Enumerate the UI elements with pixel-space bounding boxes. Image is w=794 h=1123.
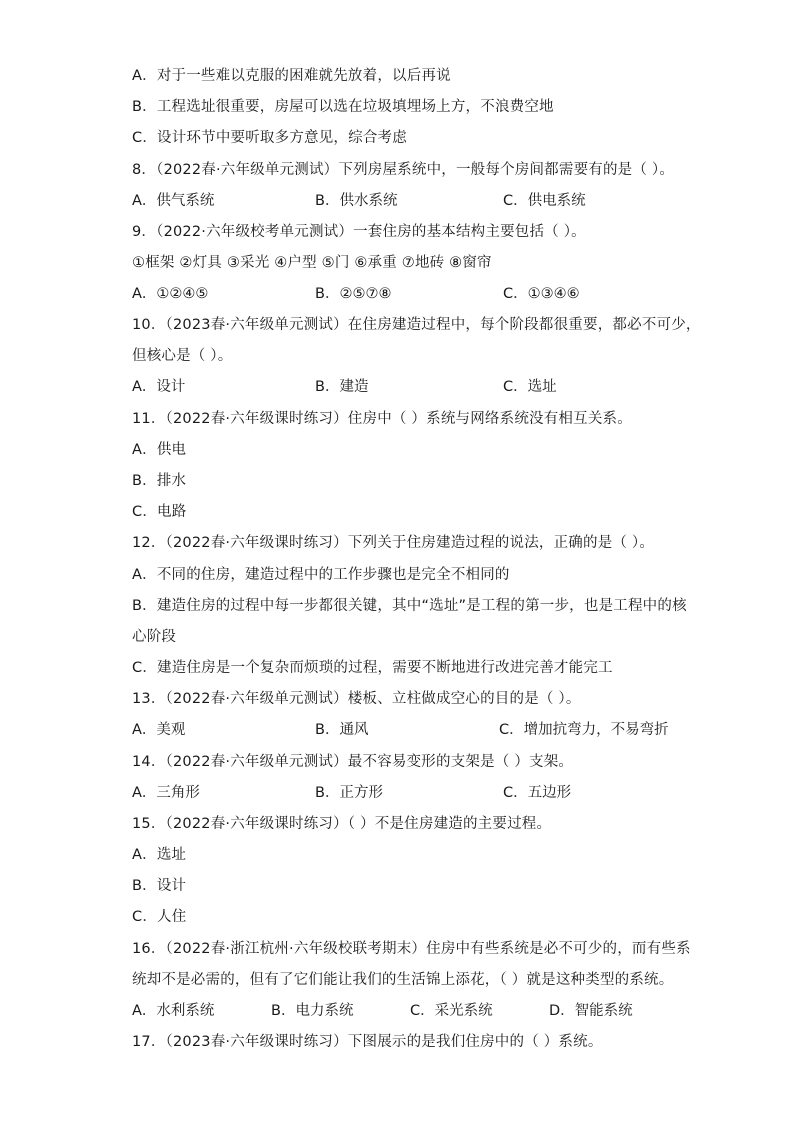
- q11-option-c: C．电路: [132, 504, 187, 520]
- q14-option-b: B．正方形: [315, 785, 383, 801]
- q8-option-b: B．供水系统: [315, 193, 398, 209]
- q15-option-b: B．设计: [132, 878, 187, 894]
- q16-option-a: A．水利系统: [132, 1003, 215, 1019]
- q7-option-a: A．对于一些难以克服的困难就先放着，以后再说: [132, 68, 451, 84]
- q12-option-c: C．建造住房是一个复杂而烦琐的过程，需要不断地进行改进完善才能完工: [132, 660, 613, 676]
- q15-option-c: C．人住: [132, 909, 187, 925]
- q9-option-c: C．①③④⑥: [503, 286, 580, 302]
- q11-option-a: A．供电: [132, 442, 187, 458]
- q13-option-a: A．美观: [132, 722, 186, 738]
- q15-stem: 15．（2022春·六年级课时练习）（ ）不是住房建造的主要过程。: [132, 816, 552, 832]
- q7-option-c: C．设计环节中要听取多方意见，综合考虑: [132, 130, 407, 146]
- q9-option-b: B．②⑤⑦⑧: [315, 286, 392, 302]
- q14-option-a: A．三角形: [132, 785, 200, 801]
- q10-option-c: C．选址: [503, 379, 557, 395]
- q8-option-a: A．供气系统: [132, 193, 215, 209]
- q10-option-b: B．建造: [315, 379, 369, 395]
- q13-option-c: C．增加抗弯力，不易弯折: [499, 722, 669, 738]
- q10-stem-line2: 但核心是（ ）。: [132, 348, 233, 364]
- q14-option-c: C．五边形: [503, 785, 572, 801]
- q8-option-c: C．供电系统: [503, 193, 586, 209]
- q13-stem: 13．（2022春·六年级单元测试）楼板、立柱做成空心的目的是（ ）。: [132, 691, 581, 707]
- q15-option-a: A．选址: [132, 847, 187, 863]
- q14-stem: 14．（2022春·六年级单元测试）最不容易变形的支架是（ ）支架。: [132, 754, 574, 770]
- q10-option-a: A．设计: [132, 379, 186, 395]
- q8-stem: 8．（2022春·六年级单元测试）下列房屋系统中，一般每个房间都需要有的是（ ）。: [132, 162, 675, 178]
- q12-option-b-line1: B．建造住房的过程中每一步都很关键，其中“选址”是工程的第一步，也是工程中的核: [132, 598, 687, 614]
- q11-option-b: B．排水: [132, 473, 187, 489]
- q12-stem: 12．（2022春·六年级课时练习）下列关于住房建造过程的说法，正确的是（ ）。: [132, 535, 655, 551]
- q12-option-a: A．不同的住房，建造过程中的工作步骤也是完全不相同的: [132, 567, 510, 583]
- q17-stem: 17．（2023春·六年级课时练习）下图展示的是我们住房中的（ ）系统。: [132, 1034, 603, 1050]
- q16-option-b: B．电力系统: [271, 1003, 354, 1019]
- q16-option-c: C．采光系统: [410, 1003, 493, 1019]
- q9-option-a: A．①②④⑤: [132, 286, 209, 302]
- q11-stem: 11．（2022春·六年级课时练习）住房中（ ）系统与网络系统没有相互关系。: [132, 411, 632, 427]
- q16-stem-line1: 16．（2022春·浙江杭州·六年级校联考期末）住房中有些系统是必不可少的，而有些系: [132, 941, 691, 957]
- q16-stem-line2: 统却不是必需的，但有了它们能让我们的生活锦上添花，（ ）就是这种类型的系统。: [132, 972, 674, 988]
- q9-stem: 9．（2022·六年级校考单元测试）一套住房的基本结构主要包括（ ）。: [132, 224, 586, 240]
- q13-option-b: B．通风: [315, 722, 369, 738]
- q16-option-d: D．智能系统: [549, 1003, 633, 1019]
- q10-stem-line1: 10．（2023春·六年级单元测试）在住房建造过程中，每个阶段都很重要，都必不可少，: [132, 317, 701, 333]
- q9-items: ①框架 ②灯具 ③采光 ④户型 ⑤门 ⑥承重 ⑦地砖 ⑧窗帘: [132, 255, 492, 271]
- q12-option-b-line2: 心阶段: [132, 629, 177, 645]
- q7-option-b: B．工程选址很重要，房屋可以选在垃圾填埋场上方，不浪费空地: [132, 99, 554, 115]
